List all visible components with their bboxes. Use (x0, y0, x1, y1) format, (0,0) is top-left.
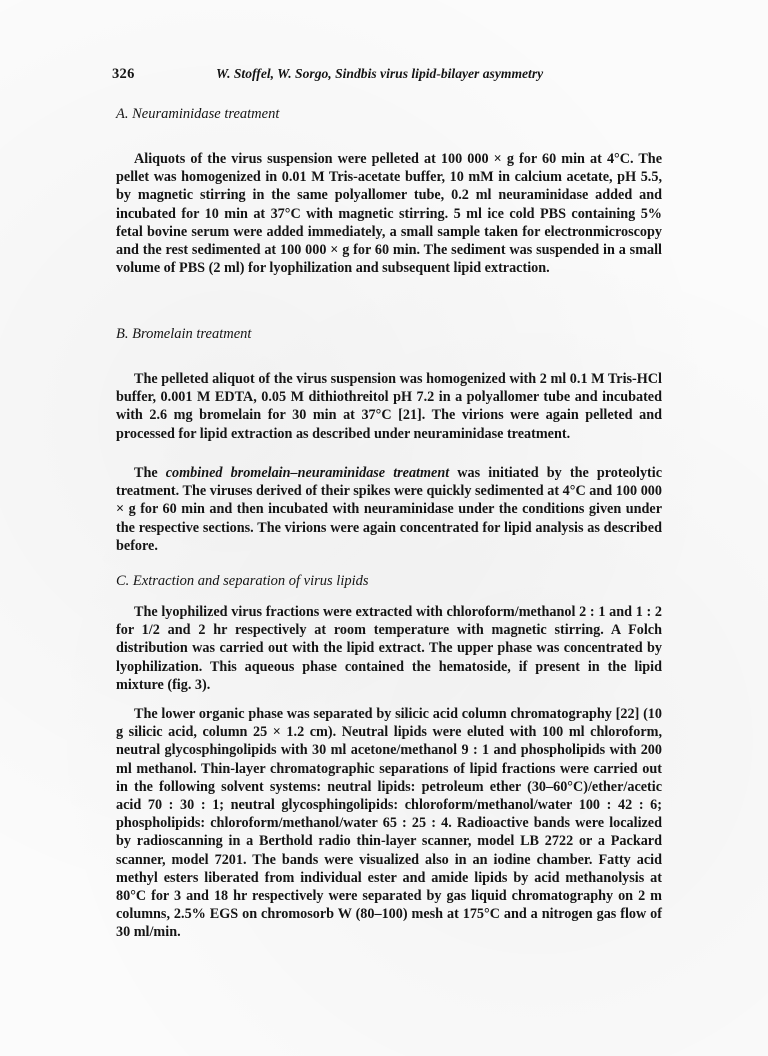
combined-treatment-term: combined bromelain–neuraminidase treatment (165, 465, 450, 481)
section-b-paragraph-2-lead: The (134, 465, 166, 481)
running-title: W. Stoffel, W. Sorgo, Sindbis virus lipid-bilayer asymmetry (216, 66, 544, 81)
section-c-paragraph-2: The lower organic phase was separated by silicic acid column chromatography [22] (10 g silicic acid, column 25 × 1.2 cm). Neutral lipids were eluted with 100 ml chloroform, neutral glycosphingolipids with 30 ml acetone/methanol 9 : 1 and phospholipids with 200 ml methanol. Thin-layer chromatographic separations of lipid fractions were carried out in the following solvent systems: neutral lipids: petroleum ether (30–60°C)/ether/acetic acid 70 : 30 : 1; neutral glycosphingolipids: chloroform/methanol/water 100 : 42 : 6; phospholipids: chloroform/methanol/water 65 : 25 : 4. Radioactive bands were localized by radioscanning in a Berthold radio thin-layer scanner, model LB 2722 or a Packard scanner, model 7201. The bands were visualized also in an iodine chamber. Fatty acid methyl esters liberated from individual ester and amide lipids by acid methanolysis at 80°C for 3 and 18 hr respectively were separated by gas liquid chromatography on 2 m columns, 2.5% EGS on chromosorb W (80–100) mesh at 175°C and a nitrogen gas flow of 30 ml/min. (116, 706, 662, 941)
section-c-title: C. Extraction and separation of virus lipids (116, 573, 369, 589)
section-c-paragraph-1: The lyophilized virus fractions were extracted with chloroform/methanol 2 : 1 and 1 : 2 for 1/2 and 2 hr respectively at room temperature with magnetic stirring. A Folch distribution was carried out with the lipid extract. The upper phase was concentrated by lyophilization. This aqueous phase contained the hematoside, if present in the lipid mixture (fig. 3). (116, 604, 662, 693)
page-number: 326 (112, 66, 135, 82)
section-a-title: A. Neuraminidase treatment (116, 106, 280, 122)
section-b-paragraph-2 (116, 464, 662, 555)
section-a-paragraph: Aliquots of the virus suspension were pelleted at 100 000 × g for 60 min at 4°C. The pellet was homogenized in 0.01 M Tris-acetate buffer, 10 mM in calcium acetate, pH 5.5, by magnetic stirring in the same polyallomer tube, 0.2 ml neuraminidase added and incubated for 10 min at 37°C with magnetic stirring. 5 ml ice cold PBS containing 5% fetal bovine serum were added immediately, a small sample taken for electronmicroscopy and the rest sedimented at 100 000 × g for 60 min. The sediment was suspended in a small volume of PBS (2 ml) for lyophilization and subsequent lipid extraction. (116, 151, 662, 277)
section-b-title: B. Bromelain treatment (116, 326, 252, 342)
section-b-paragraph-2-rest: was initiated by the proteolytic treatment. The viruses derived of their spikes were quickly sedimented at 4°C and 100 000 × g for 60 min and then incubated with neuraminidase under the conditions given under the respective sections. The virions were again concentrated for lipid analysis as described before. (116, 465, 663, 554)
page-header (112, 66, 672, 83)
section-b-paragraph-1: The pelleted aliquot of the virus suspension was homogenized with 2 ml 0.1 M Tris-HCl buffer, 0.001 M EDTA, 0.05 M dithiothreitol pH 7.2 in a polyallomer tube and incubated with 2.6 mg bromelain for 30 min at 37°C [21]. The virions were again pelleted and processed for lipid extraction as described under neuraminidase treatment. (116, 371, 662, 442)
